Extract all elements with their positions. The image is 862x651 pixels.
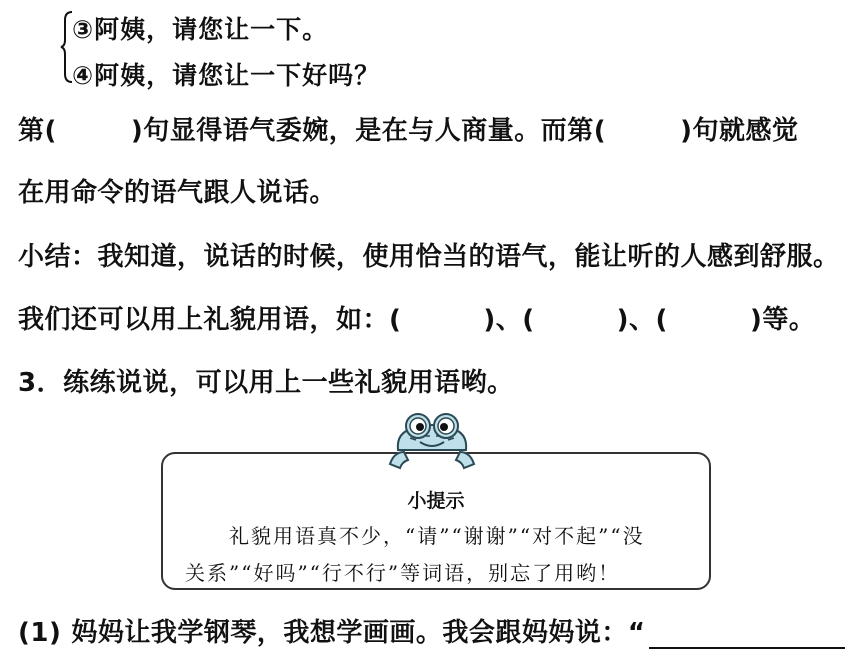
answer-line-1[interactable] [649,621,845,649]
section-3-title: 练练说说，可以用上一些礼貌用语哟。 [63,368,514,398]
paragraph-1 [18,110,799,147]
tip-line-1: 礼貌用语真不少，“请”“谢谢”“对不起”“没 [229,524,645,548]
frog-mascot-icon [384,410,480,472]
polite-terms-sep2: )、( [616,305,668,335]
paragraph-1-part1: 第( [18,116,57,146]
summary-text: 我知道，说话的时候，使用恰当的语气，能让听的人感到舒服。 [97,242,840,272]
section-3-heading [18,362,514,399]
question-1 [18,612,845,649]
tip-line-2: 关系”“好吗”“行不行”等词语，别忘了用哟！ [185,561,621,585]
section-3-number: 3． [18,368,64,398]
polite-terms [18,299,815,336]
option-4: ④阿姨，请您让一下好吗？ [72,61,381,90]
polite-terms-lead: 我们还可以用上礼貌用语，如：( [18,305,402,335]
summary [18,236,840,273]
paragraph-1-part3: )句就感觉 [680,116,799,146]
tip-text [185,518,695,592]
question-1-number: (1) [18,618,62,648]
polite-terms-tail: )等。 [749,305,816,335]
polite-terms-sep1: )、( [483,305,535,335]
tip-box [161,452,711,590]
tip-title: 小提示 [407,490,465,512]
question-1-text: 妈妈让我学钢琴，我想学画画。我会跟妈妈说：“ [71,618,646,648]
paragraph-1-continued: 在用命令的语气跟人说话。 [18,178,337,208]
paragraph-1-part2: )句显得语气委婉，是在与人商量。而第( [130,116,607,146]
summary-label: 小结： [18,242,98,272]
option-3: ③阿姨，请您让一下。 [72,15,329,44]
